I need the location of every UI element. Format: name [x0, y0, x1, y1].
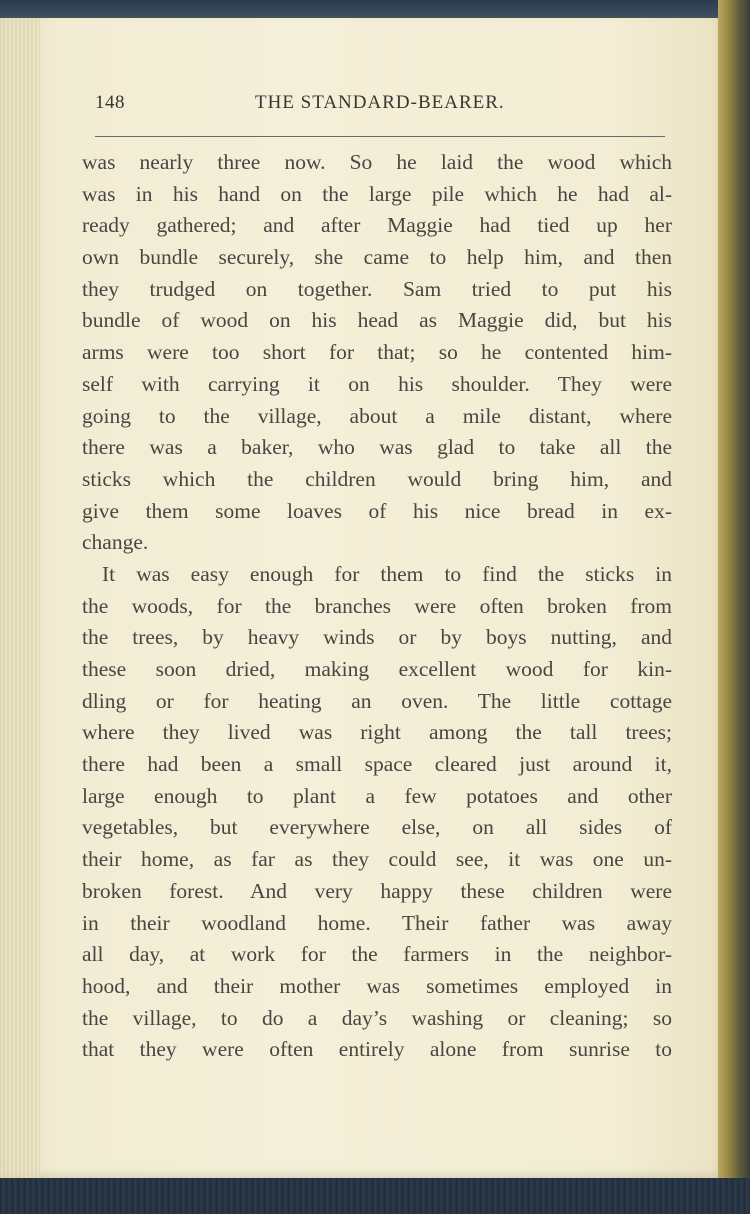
- text-line: large enough to plant a few potatoes and other: [82, 783, 672, 808]
- header-rule: [95, 136, 665, 137]
- text-line: dling or for heating an oven. The little cottage: [82, 688, 672, 713]
- text-line: there was a baker, who was glad to take all the: [82, 435, 672, 460]
- text-line: self with carrying it on his shoulder. They were: [82, 371, 672, 396]
- text-line: ready gathered; and after Maggie had tied up her: [82, 213, 672, 238]
- page-edges: [0, 18, 40, 1182]
- running-title: THE STANDARD-BEARER.: [255, 92, 505, 113]
- text-line: broken forest. And very happy these children were: [82, 878, 672, 903]
- text-line: they trudged on together. Sam tried to put his: [82, 276, 672, 301]
- text-line: there had been a small space cleared just around it,: [82, 752, 672, 777]
- text-line: bundle of wood on his head as Maggie did, but his: [82, 308, 672, 333]
- text-line: their home, as far as they could see, it was one un-: [82, 847, 672, 872]
- text-line: in their woodland home. Their father was away: [82, 910, 672, 935]
- text-line: all day, at work for the farmers in the neighbor-: [82, 942, 672, 967]
- text-line: where they lived was right among the tall trees;: [82, 720, 672, 745]
- book-spine: [718, 0, 750, 1214]
- text-line: these soon dried, making excellent wood for kin-: [82, 657, 672, 681]
- text-line: arms were too short for that; so he contented him-: [82, 340, 672, 365]
- text-line: was nearly three now. So he laid the wood which: [82, 150, 672, 174]
- text-line: was in his hand on the large pile which he had al-: [82, 181, 672, 206]
- text-line: own bundle securely, she came to help him, and then: [82, 245, 672, 270]
- page-number: 148: [95, 92, 125, 113]
- text-line: hood, and their mother was sometimes employed in: [82, 973, 672, 998]
- text-line: change.: [82, 530, 149, 555]
- text-line: vegetables, but everywhere else, on all sides of: [82, 815, 672, 840]
- running-head: [95, 92, 675, 120]
- text-line: that they were often entirely alone from sunrise to: [82, 1037, 672, 1062]
- text-line: the woods, for the branches were often broken from: [82, 593, 672, 618]
- book-cover-bottom: [0, 1178, 750, 1214]
- text-line: the trees, by heavy winds or by boys nutting, and: [82, 625, 672, 650]
- text-line: give them some loaves of his nice bread in ex-: [82, 498, 672, 523]
- text-line: the village, to do a day’s washing or cleaning; so: [82, 1005, 672, 1030]
- body-text: [82, 147, 672, 1066]
- text-line: sticks which the children would bring him, and: [82, 466, 672, 491]
- text-line: going to the village, about a mile distant, where: [82, 403, 672, 428]
- paragraph-start-line: It was easy enough for them to find the sticks in: [102, 561, 672, 586]
